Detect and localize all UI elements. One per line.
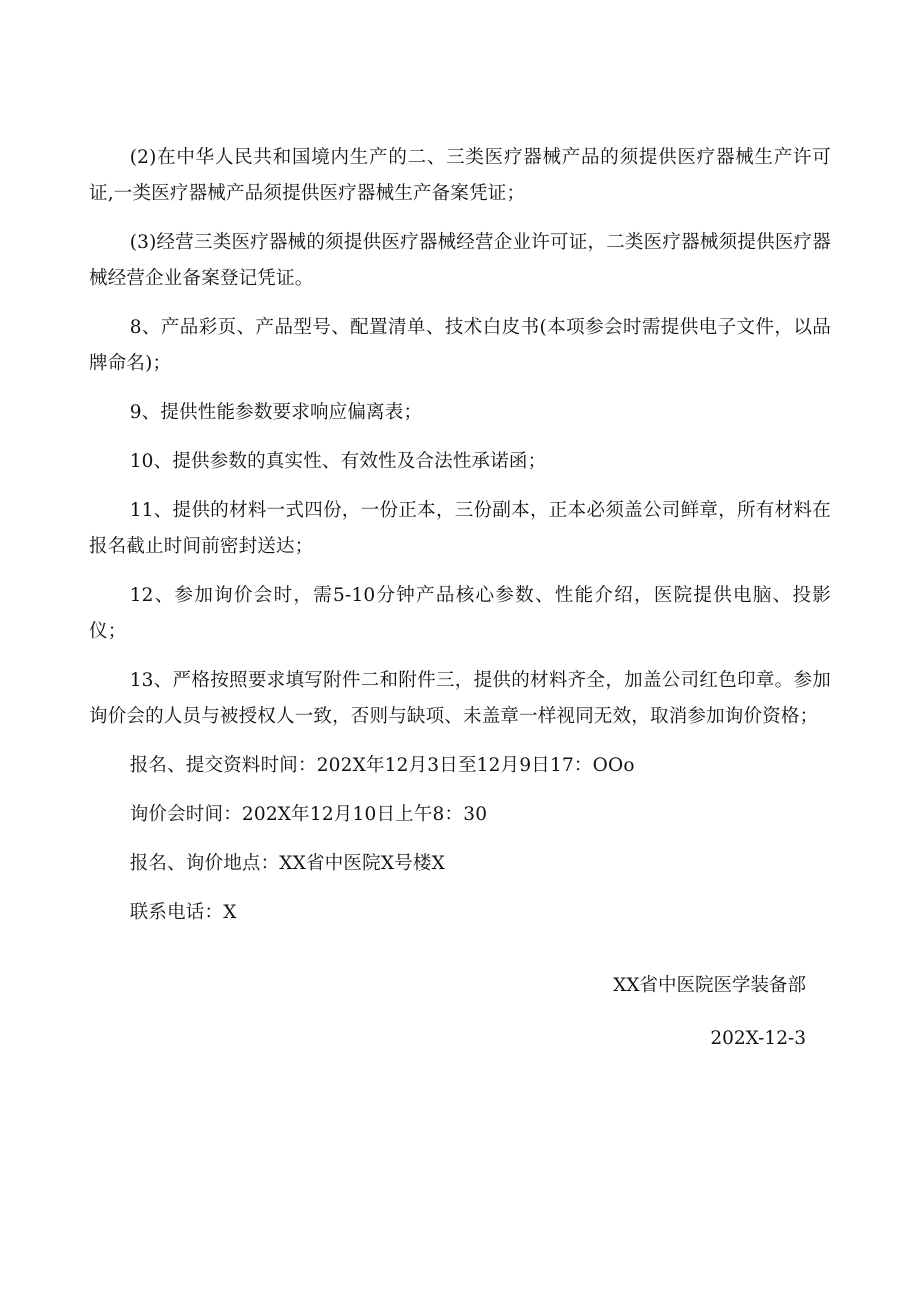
paragraph-item-8-product-materials: 8、产品彩页、产品型号、配置清单、技术白皮书(本项参会时需提供电子文件，以品牌命名)； xyxy=(89,317,831,374)
paragraph-item-12-presentation: 12、参加询价会时，需5-10分钟产品核心参数、性能介绍，医院提供电脑、投影仪； xyxy=(89,585,831,642)
signature-date: 202X-12-3 xyxy=(710,1028,806,1049)
inquiry-meeting-time: 询价会时间：202X年12月10日上午8：30 xyxy=(129,804,488,825)
paragraph-item-10-commitment-letter: 10、提供参数的真实性、有效性及合法性承诺函； xyxy=(129,451,547,472)
registration-time: 报名、提交资料时间：202X年12月3日至12月9日17：OOo xyxy=(129,755,635,776)
registration-location: 报名、询价地点：XX省中医院X号楼X xyxy=(129,853,445,874)
signature-organization: XX省中医院医学装备部 xyxy=(613,975,806,996)
paragraph-item-9-deviation-table: 9、提供性能参数要求响应偏离表； xyxy=(129,402,423,423)
paragraph-item-3-operation-license: (3)经营三类医疗器械的须提供医疗器械经营企业许可证，二类医疗器械须提供医疗器械经营企业备案登记凭证。 xyxy=(89,232,831,289)
paragraph-item-13-requirements: 13、严格按照要求填写附件二和附件三，提供的材料齐全，加盖公司红色印章。参加询价会的人员与被授权人一致，否则与缺项、未盖章一样视同无效，取消参加询价资格； xyxy=(89,670,831,727)
paragraph-item-2-production-license: (2)在中华人民共和国境内生产的二、三类医疗器械产品的须提供医疗器械生产许可证,一类医疗器械产品须提供医疗器械生产备案凭证； xyxy=(89,147,831,204)
paragraph-item-11-copies: 11、提供的材料一式四份，一份正本，三份副本，正本必须盖公司鲜章，所有材料在报名截止时间前密封送达； xyxy=(89,500,831,557)
document-body xyxy=(89,140,831,944)
contact-phone: 联系电话：X xyxy=(129,902,237,923)
